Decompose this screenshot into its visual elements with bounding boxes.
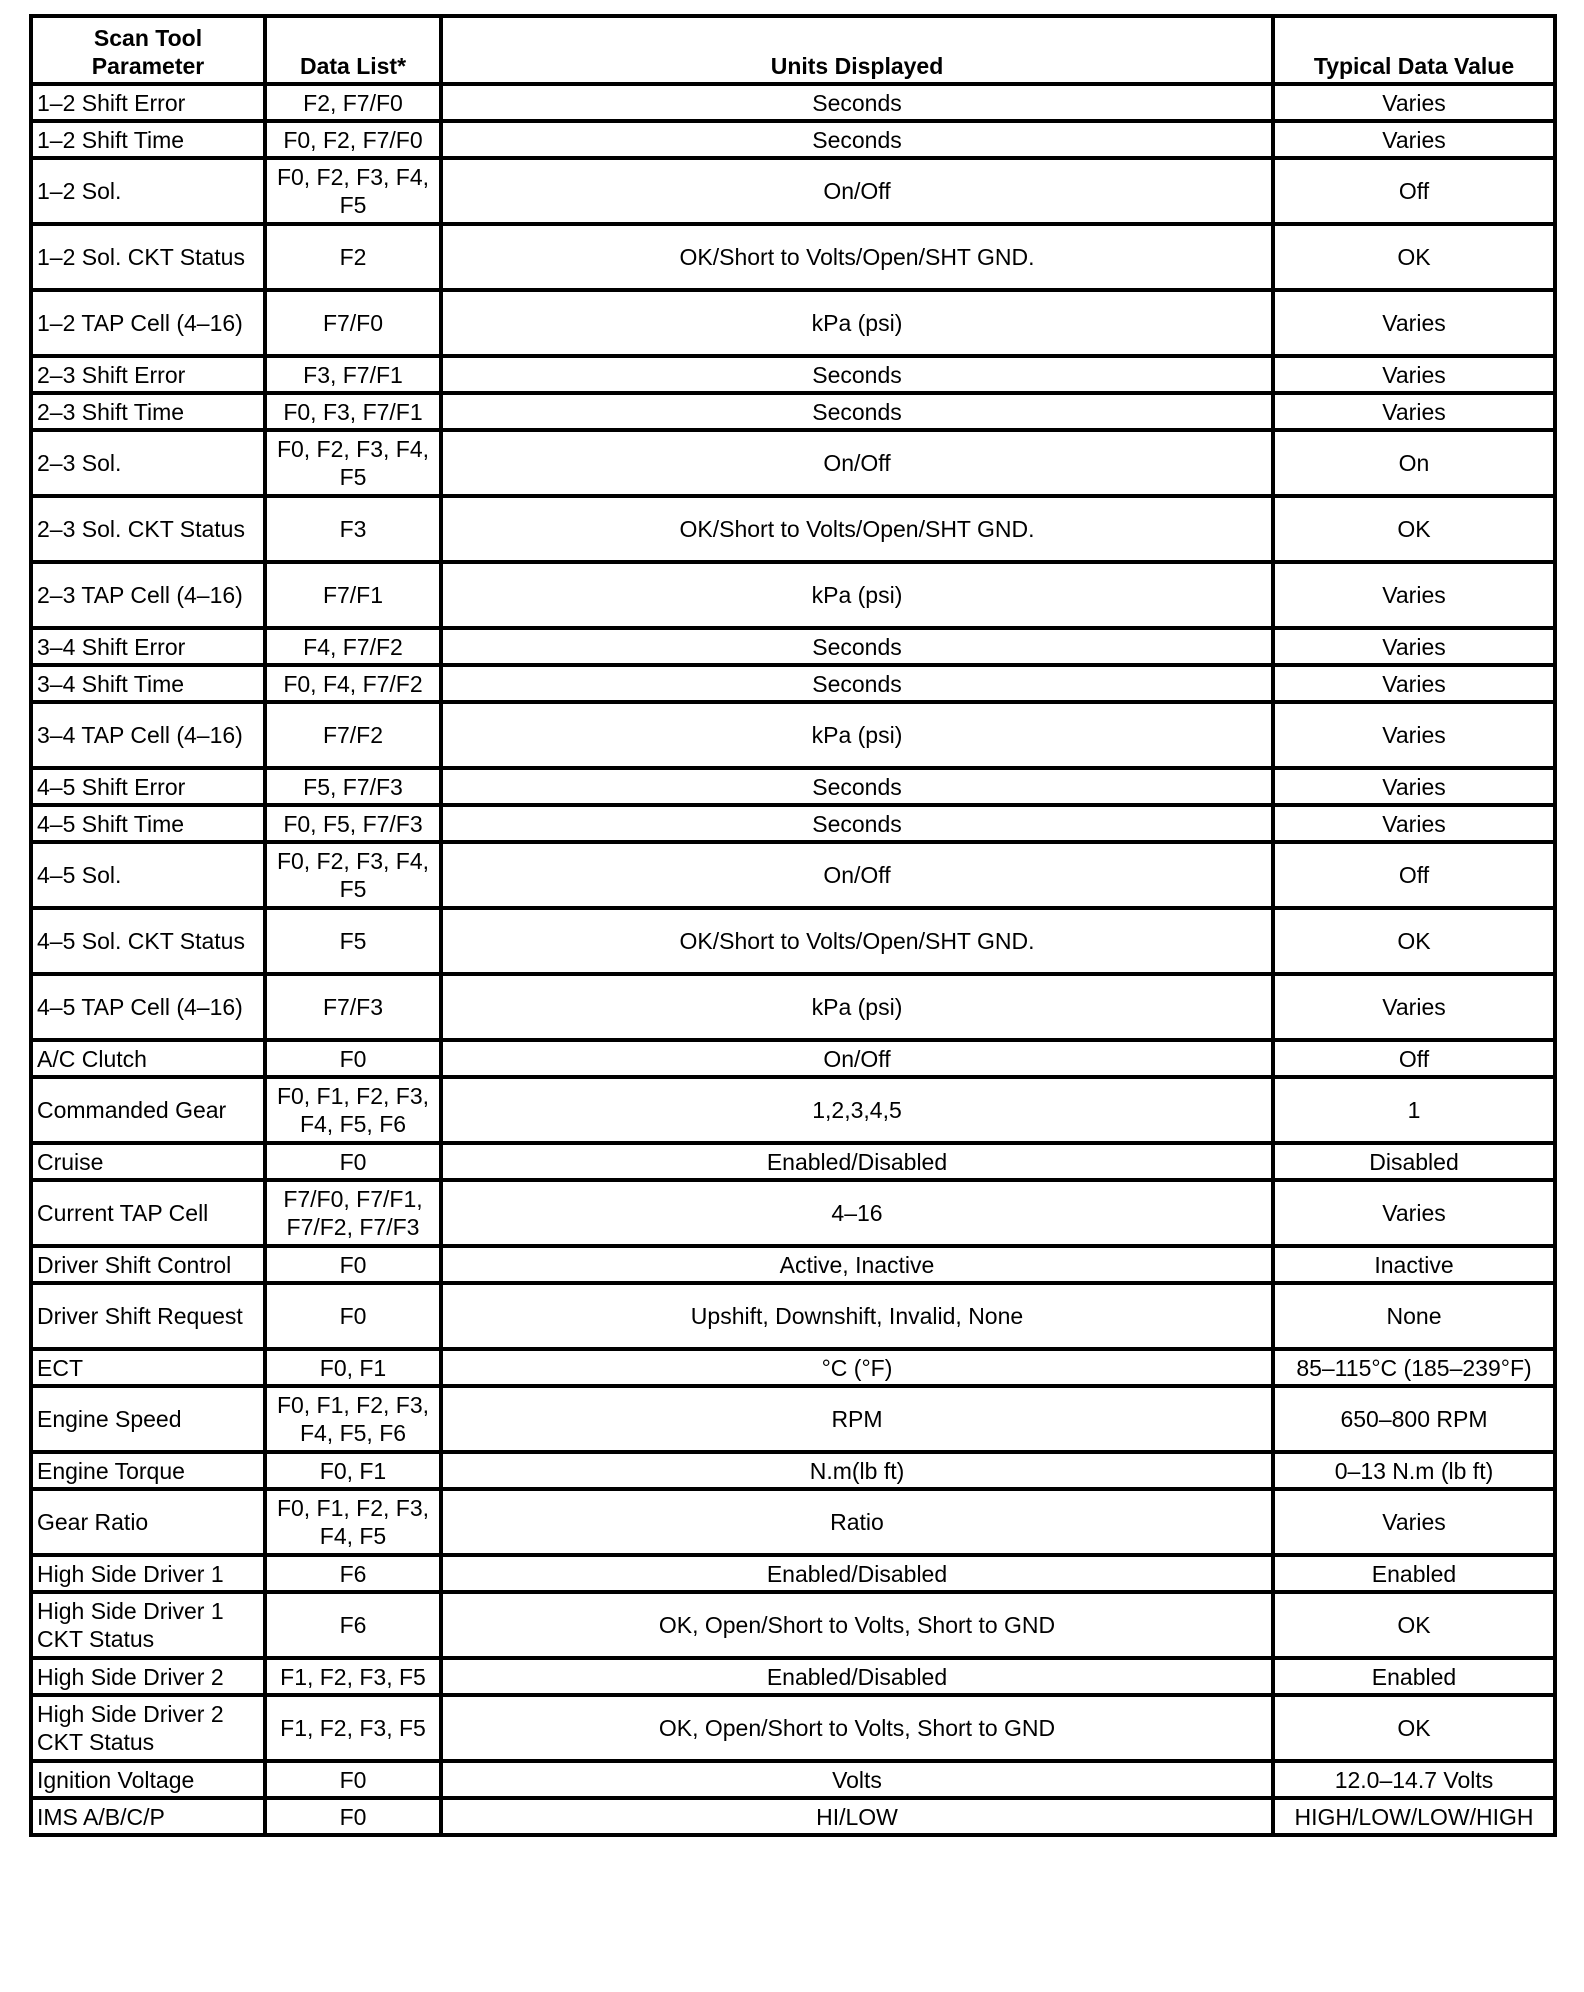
cell-parameter: 1–2 Sol. CKT Status	[31, 224, 265, 290]
cell-parameter: 3–4 Shift Time	[31, 665, 265, 702]
table-row	[31, 356, 1555, 393]
cell-data-list: F6	[265, 1592, 441, 1658]
cell-data-list: F1, F2, F3, F5	[265, 1658, 441, 1695]
table-row	[31, 393, 1555, 430]
cell-data-list: F7/F0	[265, 290, 441, 356]
cell-units-displayed: Upshift, Downshift, Invalid, None	[441, 1283, 1273, 1349]
cell-parameter: A/C Clutch	[31, 1040, 265, 1077]
cell-data-list: F0, F1, F2, F3, F4, F5	[265, 1489, 441, 1555]
cell-units-displayed: Seconds	[441, 84, 1273, 121]
table-row	[31, 496, 1555, 562]
cell-typical-value: Varies	[1273, 121, 1555, 158]
cell-typical-value: HIGH/LOW/LOW/HIGH	[1273, 1798, 1555, 1835]
cell-typical-value: Enabled	[1273, 1658, 1555, 1695]
cell-parameter: 4–5 Shift Time	[31, 805, 265, 842]
cell-parameter: Commanded Gear	[31, 1077, 265, 1143]
cell-parameter: 4–5 Shift Error	[31, 768, 265, 805]
cell-typical-value: 650–800 RPM	[1273, 1386, 1555, 1452]
cell-parameter: High Side Driver 1	[31, 1555, 265, 1592]
cell-data-list: F2, F7/F0	[265, 84, 441, 121]
cell-data-list: F5	[265, 908, 441, 974]
cell-units-displayed: OK/Short to Volts/Open/SHT GND.	[441, 908, 1273, 974]
table-header	[31, 16, 1555, 84]
cell-data-list: F0	[265, 1040, 441, 1077]
scan-tool-data-table	[29, 14, 1557, 1837]
cell-parameter: 4–5 TAP Cell (4–16)	[31, 974, 265, 1040]
header-scan-tool-parameter: Scan Tool Parameter	[31, 16, 265, 84]
header-typical-data-value: Typical Data Value	[1273, 16, 1555, 84]
cell-units-displayed: Active, Inactive	[441, 1246, 1273, 1283]
cell-units-displayed: °C (°F)	[441, 1349, 1273, 1386]
cell-data-list: F0, F1	[265, 1349, 441, 1386]
header-row	[31, 16, 1555, 84]
cell-units-displayed: On/Off	[441, 158, 1273, 224]
cell-units-displayed: kPa (psi)	[441, 702, 1273, 768]
cell-typical-value: OK	[1273, 496, 1555, 562]
cell-units-displayed: Volts	[441, 1761, 1273, 1798]
cell-typical-value: Varies	[1273, 562, 1555, 628]
table-row	[31, 430, 1555, 496]
table-row	[31, 628, 1555, 665]
cell-typical-value: Inactive	[1273, 1246, 1555, 1283]
table-row	[31, 290, 1555, 356]
cell-data-list: F1, F2, F3, F5	[265, 1695, 441, 1761]
cell-data-list: F0	[265, 1798, 441, 1835]
cell-typical-value: 85–115°C (185–239°F)	[1273, 1349, 1555, 1386]
cell-parameter: Cruise	[31, 1143, 265, 1180]
table-row	[31, 702, 1555, 768]
cell-data-list: F0, F2, F7/F0	[265, 121, 441, 158]
cell-units-displayed: OK/Short to Volts/Open/SHT GND.	[441, 224, 1273, 290]
table-row	[31, 84, 1555, 121]
cell-data-list: F0, F5, F7/F3	[265, 805, 441, 842]
cell-parameter: IMS A/B/C/P	[31, 1798, 265, 1835]
cell-data-list: F0, F2, F3, F4, F5	[265, 430, 441, 496]
cell-data-list: F7/F3	[265, 974, 441, 1040]
cell-data-list: F0, F4, F7/F2	[265, 665, 441, 702]
cell-typical-value: Varies	[1273, 665, 1555, 702]
cell-parameter: 3–4 Shift Error	[31, 628, 265, 665]
table-row	[31, 805, 1555, 842]
cell-data-list: F7/F2	[265, 702, 441, 768]
cell-units-displayed: Enabled/Disabled	[441, 1143, 1273, 1180]
cell-data-list: F0, F2, F3, F4, F5	[265, 842, 441, 908]
cell-parameter: 4–5 Sol.	[31, 842, 265, 908]
cell-units-displayed: kPa (psi)	[441, 290, 1273, 356]
cell-units-displayed: On/Off	[441, 842, 1273, 908]
table-row	[31, 768, 1555, 805]
table-row	[31, 1143, 1555, 1180]
cell-units-displayed: Enabled/Disabled	[441, 1555, 1273, 1592]
cell-typical-value: OK	[1273, 224, 1555, 290]
cell-parameter: Driver Shift Request	[31, 1283, 265, 1349]
cell-units-displayed: Seconds	[441, 121, 1273, 158]
cell-typical-value: Varies	[1273, 805, 1555, 842]
cell-data-list: F0, F1, F2, F3, F4, F5, F6	[265, 1386, 441, 1452]
cell-parameter: 1–2 Shift Error	[31, 84, 265, 121]
table-row	[31, 1592, 1555, 1658]
cell-typical-value: Varies	[1273, 356, 1555, 393]
cell-data-list: F0, F1	[265, 1452, 441, 1489]
cell-typical-value: OK	[1273, 908, 1555, 974]
cell-units-displayed: Seconds	[441, 665, 1273, 702]
cell-parameter: 2–3 Sol.	[31, 430, 265, 496]
cell-parameter: ECT	[31, 1349, 265, 1386]
table-row	[31, 1489, 1555, 1555]
cell-parameter: Engine Speed	[31, 1386, 265, 1452]
cell-parameter: Current TAP Cell	[31, 1180, 265, 1246]
table-row	[31, 1246, 1555, 1283]
table-row	[31, 1077, 1555, 1143]
table-row	[31, 974, 1555, 1040]
cell-parameter: Gear Ratio	[31, 1489, 265, 1555]
table-row	[31, 1695, 1555, 1761]
cell-units-displayed: 4–16	[441, 1180, 1273, 1246]
cell-typical-value: Off	[1273, 1040, 1555, 1077]
cell-data-list: F3, F7/F1	[265, 356, 441, 393]
cell-parameter: High Side Driver 2 CKT Status	[31, 1695, 265, 1761]
table-row	[31, 1761, 1555, 1798]
header-data-list: Data List*	[265, 16, 441, 84]
cell-data-list: F4, F7/F2	[265, 628, 441, 665]
cell-typical-value: Varies	[1273, 84, 1555, 121]
cell-parameter: High Side Driver 1 CKT Status	[31, 1592, 265, 1658]
cell-typical-value: Enabled	[1273, 1555, 1555, 1592]
cell-units-displayed: kPa (psi)	[441, 562, 1273, 628]
cell-units-displayed: On/Off	[441, 1040, 1273, 1077]
cell-typical-value: 1	[1273, 1077, 1555, 1143]
cell-parameter: 1–2 Sol.	[31, 158, 265, 224]
cell-units-displayed: Seconds	[441, 628, 1273, 665]
cell-data-list: F0	[265, 1283, 441, 1349]
table-row	[31, 1180, 1555, 1246]
table-row	[31, 1040, 1555, 1077]
cell-parameter: High Side Driver 2	[31, 1658, 265, 1695]
cell-typical-value: Varies	[1273, 1180, 1555, 1246]
cell-units-displayed: Enabled/Disabled	[441, 1658, 1273, 1695]
cell-units-displayed: OK, Open/Short to Volts, Short to GND	[441, 1592, 1273, 1658]
table-row	[31, 121, 1555, 158]
cell-data-list: F0	[265, 1246, 441, 1283]
cell-typical-value: Off	[1273, 842, 1555, 908]
cell-units-displayed: HI/LOW	[441, 1798, 1273, 1835]
cell-data-list: F5, F7/F3	[265, 768, 441, 805]
cell-typical-value: Varies	[1273, 1489, 1555, 1555]
cell-parameter: 4–5 Sol. CKT Status	[31, 908, 265, 974]
cell-parameter: 1–2 TAP Cell (4–16)	[31, 290, 265, 356]
table-row	[31, 1283, 1555, 1349]
cell-parameter: 2–3 Shift Time	[31, 393, 265, 430]
cell-units-displayed: OK, Open/Short to Volts, Short to GND	[441, 1695, 1273, 1761]
cell-data-list: F2	[265, 224, 441, 290]
cell-typical-value: OK	[1273, 1592, 1555, 1658]
cell-parameter: 2–3 Sol. CKT Status	[31, 496, 265, 562]
cell-data-list: F0	[265, 1143, 441, 1180]
table-row	[31, 842, 1555, 908]
cell-units-displayed: On/Off	[441, 430, 1273, 496]
table-row	[31, 908, 1555, 974]
table-row	[31, 665, 1555, 702]
cell-data-list: F0, F2, F3, F4, F5	[265, 158, 441, 224]
table-row	[31, 1555, 1555, 1592]
cell-typical-value: 12.0–14.7 Volts	[1273, 1761, 1555, 1798]
cell-units-displayed: N.m(lb ft)	[441, 1452, 1273, 1489]
cell-units-displayed: OK/Short to Volts/Open/SHT GND.	[441, 496, 1273, 562]
cell-parameter: 3–4 TAP Cell (4–16)	[31, 702, 265, 768]
cell-units-displayed: Ratio	[441, 1489, 1273, 1555]
cell-units-displayed: Seconds	[441, 356, 1273, 393]
table-row	[31, 1798, 1555, 1835]
cell-data-list: F3	[265, 496, 441, 562]
cell-parameter: Driver Shift Control	[31, 1246, 265, 1283]
cell-typical-value: Varies	[1273, 290, 1555, 356]
cell-data-list: F0, F1, F2, F3, F4, F5, F6	[265, 1077, 441, 1143]
cell-data-list: F7/F1	[265, 562, 441, 628]
table-row	[31, 1452, 1555, 1489]
cell-typical-value: Varies	[1273, 974, 1555, 1040]
cell-typical-value: Varies	[1273, 393, 1555, 430]
cell-typical-value: Disabled	[1273, 1143, 1555, 1180]
table-row	[31, 1386, 1555, 1452]
cell-typical-value: On	[1273, 430, 1555, 496]
cell-data-list: F7/F0, F7/F1, F7/F2, F7/F3	[265, 1180, 441, 1246]
cell-units-displayed: Seconds	[441, 393, 1273, 430]
table-row	[31, 158, 1555, 224]
cell-typical-value: None	[1273, 1283, 1555, 1349]
cell-typical-value: Varies	[1273, 702, 1555, 768]
cell-parameter: 2–3 TAP Cell (4–16)	[31, 562, 265, 628]
cell-parameter: 2–3 Shift Error	[31, 356, 265, 393]
cell-units-displayed: 1,2,3,4,5	[441, 1077, 1273, 1143]
table-row	[31, 1658, 1555, 1695]
cell-typical-value: OK	[1273, 1695, 1555, 1761]
cell-parameter: Ignition Voltage	[31, 1761, 265, 1798]
cell-parameter: Engine Torque	[31, 1452, 265, 1489]
cell-typical-value: 0–13 N.m (lb ft)	[1273, 1452, 1555, 1489]
cell-data-list: F6	[265, 1555, 441, 1592]
cell-data-list: F0	[265, 1761, 441, 1798]
cell-typical-value: Off	[1273, 158, 1555, 224]
cell-parameter: 1–2 Shift Time	[31, 121, 265, 158]
table-row	[31, 224, 1555, 290]
table-row	[31, 1349, 1555, 1386]
cell-units-displayed: Seconds	[441, 805, 1273, 842]
cell-typical-value: Varies	[1273, 628, 1555, 665]
table-body	[31, 84, 1555, 1835]
cell-units-displayed: RPM	[441, 1386, 1273, 1452]
cell-units-displayed: kPa (psi)	[441, 974, 1273, 1040]
cell-units-displayed: Seconds	[441, 768, 1273, 805]
cell-data-list: F0, F3, F7/F1	[265, 393, 441, 430]
cell-typical-value: Varies	[1273, 768, 1555, 805]
table-row	[31, 562, 1555, 628]
header-units-displayed: Units Displayed	[441, 16, 1273, 84]
